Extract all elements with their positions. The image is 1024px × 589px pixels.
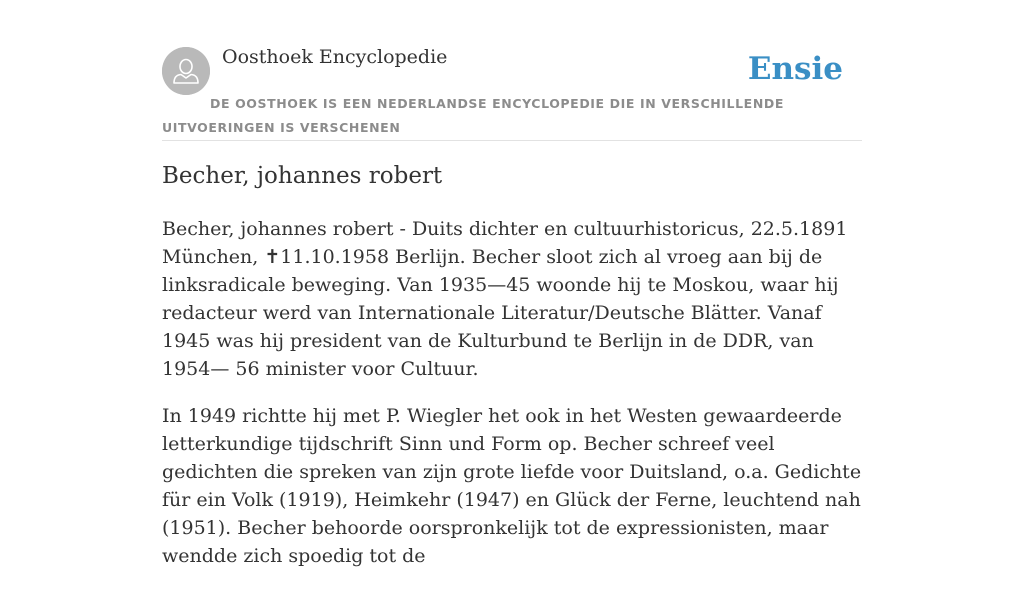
article-title: Becher, johannes robert [162,163,443,189]
brand-logo[interactable]: Ensie [747,51,843,87]
site-tagline: DE OOSTHOEK IS EEN NEDERLANDSE ENCYCLOPEDIE DIE IN VERSCHILLENDE UITVOERINGEN IS VERSCHENEN [162,96,784,135]
article-paragraph: Becher, johannes robert - Duits dichter en cultuurhistoricus, 22.5.1891 München, ✝11.10.1958 Berlijn. Becher sloot zich al vroeg aan bij de linksradicale beweging. Van 1935—45 woonde hij te Moskou, waar hij redacteur werd van Internationale Literatur/Deutsche Blätter. Vanaf 1945 was hij president van de Kulturbund te Berlijn in de DDR, van 1954— 56 minister voor Cultuur. [162,218,848,380]
article-paragraph: In 1949 richtte hij met P. Wiegler het ook in het Westen gewaardeerde letterkundige tijdschrift Sinn und Form op. Becher schreef veel gedichten die spreken van zijn grote liefde voor Duitsland, o.a. Gedichte für ein Volk (1919), Heimkehr (1947) en Glück der Ferne, leuchtend nah (1951). Becher behoorde oorspronkelijk tot de expressionisten, maar wendde zich spoedig tot de [162,405,862,567]
user-silhouette-icon[interactable] [162,47,210,95]
article-body [162,215,862,589]
site-header [162,0,862,141]
site-title[interactable]: Oosthoek Encyclopedie [222,46,448,68]
page-container [162,0,862,567]
